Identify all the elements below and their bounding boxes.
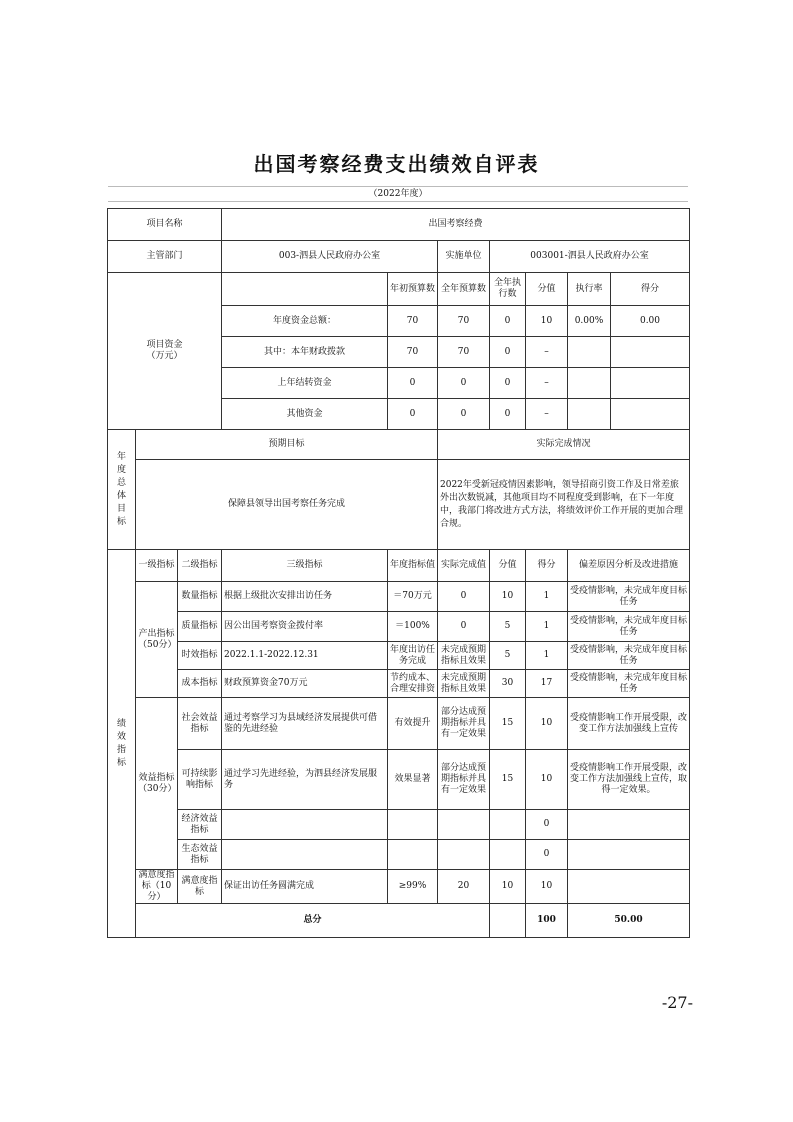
funds-label-line2: （万元） (146, 351, 183, 361)
funds-row-label: 年度资金总额： (222, 306, 388, 337)
target-cell: 年度出访任务完成 (388, 642, 438, 670)
target-cell: ＝100% (388, 612, 438, 642)
actual-cell: 0 (438, 612, 490, 642)
header-weight: 分值 (490, 550, 526, 582)
funds-row-rate: 0.00% (568, 306, 611, 336)
score-cell: 0 (526, 840, 568, 870)
indicator-row (108, 612, 690, 642)
funds-row-annual: 70 (438, 306, 490, 337)
reason-cell: 受疫情影响，未完成年度目标任务 (568, 670, 690, 698)
indicator-row (108, 840, 690, 870)
project-name-row (108, 209, 690, 241)
l3-cell: 财政预算资金70万元 (222, 670, 388, 698)
funds-row-executed: 0 (490, 306, 526, 337)
fiscal-year: （2022年度） (108, 186, 688, 202)
reason-cell: 受疫情影响工作开展受限，改变工作方法加强线上宣传 (568, 698, 690, 750)
weight-cell: 10 (490, 582, 526, 612)
goals-header-row (108, 430, 690, 460)
dept-value: 003-泗县人民政府办公室 (222, 241, 438, 273)
reason-cell: 受疫情影响工作开展受限，改变工作方法加强线上宣传，取得一定效果。 (568, 750, 690, 810)
expected-goal-header: 预期目标 (136, 430, 438, 460)
funds-row-initial: 0 (388, 368, 438, 399)
target-cell (388, 840, 438, 870)
indicator-header-row (108, 550, 690, 582)
department-row (108, 241, 690, 273)
total-score: 50.00 (568, 904, 690, 938)
weight-cell: 30 (490, 670, 526, 698)
reason-cell: 受疫情影响，未完成年度目标任务 (568, 582, 690, 612)
actual-cell (438, 840, 490, 870)
target-cell: 有效提升 (388, 698, 438, 750)
funds-row-weight: – (526, 337, 568, 368)
actual-goal-header: 实际完成情况 (438, 430, 690, 460)
l2-cell: 社会效益指标 (178, 698, 222, 750)
weight-cell: 5 (490, 612, 526, 642)
l2-cell: 质量指标 (178, 612, 222, 642)
target-cell (388, 810, 438, 840)
funds-row-initial: 70 (388, 306, 438, 337)
indicator-row (108, 670, 690, 698)
actual-cell: 20 (438, 870, 490, 904)
weight-cell: 5 (490, 642, 526, 670)
l2-cell: 经济效益指标 (178, 810, 222, 840)
header-target: 年度指标值 (388, 550, 438, 582)
funds-row-score: 0.00 (639, 315, 661, 326)
actual-cell: 0 (438, 582, 490, 612)
funds-row-weight: 10 (526, 306, 568, 337)
l2-cell: 满意度指标 (178, 870, 222, 904)
weight-cell: 10 (490, 870, 526, 904)
funds-row-executed: 0 (490, 337, 526, 368)
l3-cell: 因公出国考察资金拨付率 (222, 612, 388, 642)
project-name-label: 项目名称 (108, 209, 222, 241)
l3-cell (222, 810, 388, 840)
funds-header-executed: 全年执行数 (490, 273, 526, 306)
funds-header-rate-score (568, 273, 690, 306)
indicators-label: 绩 效 指 标 (108, 550, 136, 938)
funds-row-label: 上年结转资金 (222, 368, 388, 399)
funds-row-label: 其中：本年财政拨款 (222, 337, 388, 368)
funds-header-annual: 全年预算数 (438, 273, 490, 306)
reason-cell (568, 840, 690, 870)
l2-cell: 时效指标 (178, 642, 222, 670)
actual-cell: 部分达成预期指标并具有一定效果 (438, 750, 490, 810)
score-cell: 10 (526, 750, 568, 810)
funds-row-rate-score (568, 306, 690, 337)
funds-row-weight: – (526, 368, 568, 399)
funds-row-rate-score (568, 368, 690, 399)
funds-row-weight: – (526, 399, 568, 430)
goals-content-row (108, 460, 690, 550)
funds-row-initial: 0 (388, 399, 438, 430)
funds-row-annual: 70 (438, 337, 490, 368)
target-cell: ≥99% (388, 870, 438, 904)
output-indicator-label: 产出指标 （50分） (136, 582, 178, 698)
page-number: -27- (661, 993, 693, 1012)
funds-row-executed: 0 (490, 399, 526, 430)
l2-cell: 数量指标 (178, 582, 222, 612)
indicator-row (108, 698, 690, 750)
total-row (108, 904, 690, 938)
reason-cell: 受疫情影响，未完成年度目标任务 (568, 612, 690, 642)
impl-label: 实施单位 (438, 241, 490, 273)
score-cell: 10 (526, 698, 568, 750)
total-label: 总分 (136, 904, 490, 938)
header-actual: 实际完成值 (438, 550, 490, 582)
score-cell: 10 (526, 870, 568, 904)
goals-label: 年 度 总 体 目 标 (108, 430, 136, 550)
reason-cell (568, 810, 690, 840)
l2-cell: 生态效益指标 (178, 840, 222, 870)
benefit-indicator-label: 效益指标 （30分） (136, 698, 178, 870)
actual-goal-text: 2022年受新冠疫情因素影响，领导招商引资工作及日常差旅外出次数锐减，其他项目均不同程度受到影响，在下一年度中，我部门将改进方式方法，将绩效评价工作开展的更加合理合规。 (438, 460, 690, 550)
indicator-row (108, 750, 690, 810)
project-name-value: 出国考察经费 (222, 209, 690, 241)
funds-header-score: 得分 (640, 283, 659, 294)
weight-cell (490, 810, 526, 840)
weight-cell: 15 (490, 750, 526, 810)
score-cell: 1 (526, 582, 568, 612)
total-weight: 100 (526, 904, 568, 938)
impl-value: 003001-泗县人民政府办公室 (490, 241, 690, 273)
funds-row-rate-score (568, 399, 690, 430)
reason-cell (568, 870, 690, 904)
score-cell: 0 (526, 810, 568, 840)
header-l3: 三级指标 (222, 550, 388, 582)
l2-cell: 可持续影响指标 (178, 750, 222, 810)
performance-table (107, 208, 690, 938)
l3-cell: 保证出访任务圆满完成 (222, 870, 388, 904)
funds-row-rate-score (568, 337, 690, 368)
funds-header-initial: 年初预算数 (388, 273, 438, 306)
funds-header-rate: 执行率 (568, 273, 611, 305)
indicator-row-satisfaction (108, 870, 690, 904)
funds-header-row (108, 273, 690, 306)
funds-row-initial: 70 (388, 337, 438, 368)
funds-header-weight: 分值 (526, 273, 568, 306)
weight-cell (490, 840, 526, 870)
funds-empty-header (222, 273, 388, 306)
reason-cell: 受疫情影响，未完成年度目标任务 (568, 642, 690, 670)
funds-row-annual: 0 (438, 399, 490, 430)
actual-cell: 未完成预期指标且效果 (438, 642, 490, 670)
l3-cell (222, 840, 388, 870)
header-l2: 二级指标 (178, 550, 222, 582)
l2-cell: 成本指标 (178, 670, 222, 698)
actual-cell: 未完成预期指标且效果 (438, 670, 490, 698)
score-cell: 1 (526, 642, 568, 670)
l3-cell: 通过学习先进经验，为泗县经济发展服务 (222, 750, 388, 810)
header-l1: 一级指标 (136, 550, 178, 582)
funds-row-annual: 0 (438, 368, 490, 399)
score-cell: 1 (526, 612, 568, 642)
l3-cell: 根据上级批次安排出访任务 (222, 582, 388, 612)
funds-label-line1: 项目资金 (146, 340, 183, 350)
l3-cell: 通过考察学习为县域经济发展提供可借鉴的先进经验 (222, 698, 388, 750)
expected-goal-text: 保障县领导出国考察任务完成 (136, 460, 438, 550)
dept-label: 主管部门 (108, 241, 222, 273)
score-cell: 17 (526, 670, 568, 698)
indicator-row (108, 642, 690, 670)
funds-row-label: 其他资金 (222, 399, 388, 430)
funds-row-executed: 0 (490, 368, 526, 399)
indicator-row (108, 810, 690, 840)
header-score: 得分 (526, 550, 568, 582)
weight-cell: 15 (490, 698, 526, 750)
indicator-row (108, 582, 690, 612)
target-cell: 效果显著 (388, 750, 438, 810)
actual-cell (438, 810, 490, 840)
satisfaction-l1: 满意度指标（10分） (136, 870, 178, 904)
actual-cell: 部分达成预期指标并具有一定效果 (438, 698, 490, 750)
page-title: 出国考察经费支出绩效自评表 (253, 152, 540, 176)
target-cell: 节约成本、合理安排资 (388, 670, 438, 698)
total-empty (490, 904, 526, 938)
funds-label (108, 273, 222, 430)
header-reason: 偏差原因分析及改进措施 (568, 550, 690, 582)
target-cell: ＝70万元 (388, 582, 438, 612)
l3-cell: 2022.1.1-2022.12.31 (222, 642, 388, 670)
